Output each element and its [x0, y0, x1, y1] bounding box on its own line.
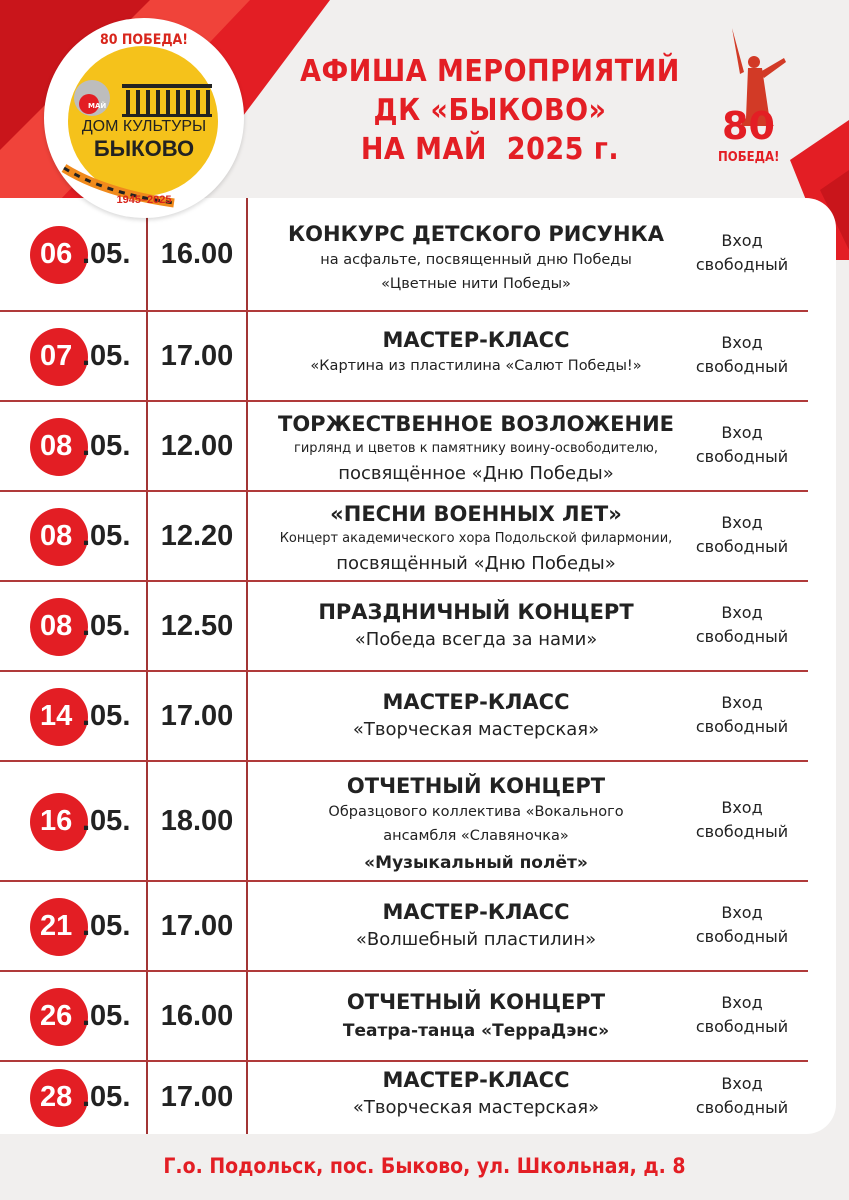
event-description: [250, 326, 702, 378]
title-line: НА МАЙ 2025 г.: [360, 132, 620, 167]
event-time: 17.00: [160, 910, 234, 942]
date-month: .05.: [82, 610, 131, 642]
logo-house-label: ДОМ КУЛЬТУРЫ: [81, 118, 207, 135]
entry-label: Вход: [721, 798, 763, 817]
date-month: .05.: [82, 340, 131, 372]
event-date: [30, 1062, 146, 1134]
event-entry: [690, 601, 794, 649]
event-title: ПРАЗДНИЧНЫЙ КОНЦЕРТ: [318, 600, 634, 624]
page-title: [300, 52, 680, 169]
date-day: 21: [40, 910, 73, 942]
event-detail-line: «Музыкальный полёт»: [364, 853, 588, 873]
event-entry: [690, 991, 794, 1039]
event-time: 12.20: [160, 520, 234, 552]
entry-label: свободный: [695, 255, 789, 274]
entry-label: свободный: [695, 717, 789, 736]
event-entry: [690, 691, 794, 739]
event-description: [250, 410, 702, 488]
event-entry: [690, 421, 794, 469]
title-line: АФИША МЕРОПРИЯТИЙ: [300, 54, 680, 89]
entry-label: Вход: [721, 231, 763, 250]
event-time: 12.50: [160, 610, 234, 642]
event-date: [30, 972, 146, 1062]
event-title: МАСТЕР-КЛАСС: [382, 1068, 570, 1092]
entry-label: свободный: [695, 1017, 789, 1036]
event-description: [250, 988, 702, 1046]
event-date: [30, 672, 146, 762]
date-month: .05.: [82, 700, 131, 732]
date-day: 07: [40, 340, 73, 372]
victory-80-emblem: [714, 22, 800, 172]
entry-label: Вход: [721, 903, 763, 922]
entry-label: свободный: [695, 927, 789, 946]
event-detail-line: «Волшебный пластилин»: [355, 929, 597, 950]
schedule-table: [0, 198, 836, 1134]
entry-label: Вход: [721, 603, 763, 622]
title-line: ДК «БЫКОВО»: [373, 93, 607, 128]
event-entry: [690, 796, 794, 844]
event-date: [30, 582, 146, 672]
entry-label: Вход: [721, 513, 763, 532]
event-detail-line: посвящённое «Дню Победы»: [338, 463, 614, 484]
date-day: 06: [40, 238, 73, 270]
dk-bykovo-logo: [44, 18, 244, 218]
event-row: [0, 1062, 808, 1134]
entry-label: свободный: [695, 1098, 789, 1117]
event-detail-line: «Творческая мастерская»: [352, 719, 600, 740]
date-month: .05.: [82, 1081, 131, 1113]
date-day: 08: [40, 610, 73, 642]
emblem-number: 80: [722, 104, 775, 148]
event-detail-line: Образцового коллектива «Вокального: [328, 804, 624, 820]
event-entry: [690, 229, 794, 277]
event-detail-line: «Творческая мастерская»: [352, 1097, 600, 1118]
event-detail-line: «Победа всегда за нами»: [354, 629, 598, 650]
event-time: 17.00: [160, 1081, 234, 1113]
event-entry: [690, 511, 794, 559]
event-row: [0, 672, 808, 762]
event-entry: [690, 901, 794, 949]
date-month: .05.: [82, 430, 131, 462]
event-description: [250, 898, 702, 954]
entry-label: свободный: [695, 627, 789, 646]
logo-victory-label: 80 ПОБЕДА!: [99, 32, 189, 48]
event-detail-line: ансамбля «Славяночка»: [383, 828, 569, 844]
emblem-label: ПОБЕДА!: [718, 150, 780, 165]
event-description: [250, 598, 702, 654]
date-month: .05.: [82, 1000, 131, 1032]
entry-label: свободный: [695, 537, 789, 556]
entry-label: свободный: [695, 447, 789, 466]
event-time: 17.00: [160, 700, 234, 732]
entry-label: свободный: [695, 357, 789, 376]
event-row: [0, 762, 808, 882]
event-detail-line: «Картина из пластилина «Салют Победы!»: [310, 358, 642, 374]
entry-label: Вход: [721, 993, 763, 1012]
event-time: 12.00: [160, 430, 234, 462]
event-detail-line: Театра-танца «ТерраДэнс»: [342, 1021, 610, 1041]
event-title: ОТЧЕТНЫЙ КОНЦЕРТ: [346, 990, 606, 1014]
event-row: [0, 582, 808, 672]
date-day: 14: [40, 700, 73, 732]
entry-label: Вход: [721, 423, 763, 442]
event-row: [0, 972, 808, 1062]
event-title: КОНКУРС ДЕТСКОГО РИСУНКА: [288, 222, 664, 246]
date-month: .05.: [82, 238, 131, 270]
event-time: 16.00: [160, 1000, 234, 1032]
event-title: МАСТЕР-КЛАСС: [382, 900, 570, 924]
event-row: [0, 312, 808, 402]
event-detail-line: гирлянд и цветов к памятнику воину-освободителю,: [294, 441, 658, 456]
logo-badge-label: МАЙ: [88, 102, 107, 110]
date-day: 28: [40, 1081, 73, 1113]
event-detail-line: Концерт академического хора Подольской филармонии,: [279, 531, 673, 546]
event-title: «ПЕСНИ ВОЕННЫХ ЛЕТ»: [330, 502, 622, 526]
event-row: [0, 882, 808, 972]
date-day: 08: [40, 520, 73, 552]
event-entry: [690, 331, 794, 379]
event-detail-line: посвящённый «Дню Победы»: [336, 553, 616, 574]
event-description: [250, 688, 702, 744]
date-month: .05.: [82, 910, 131, 942]
entry-label: Вход: [721, 333, 763, 352]
event-date: [30, 882, 146, 972]
event-title: ОТЧЕТНЫЙ КОНЦЕРТ: [346, 774, 606, 798]
entry-label: Вход: [721, 1074, 763, 1093]
logo-years-label: 1945–2025: [116, 194, 172, 206]
event-description: [250, 500, 702, 578]
event-row: [0, 402, 808, 492]
entry-label: свободный: [695, 822, 789, 841]
event-title: МАСТЕР-КЛАСС: [382, 690, 570, 714]
event-detail-line: «Цветные нити Победы»: [381, 276, 571, 292]
date-month: .05.: [82, 805, 131, 837]
event-description: [250, 220, 702, 296]
event-description: [250, 1066, 702, 1122]
event-date: [30, 492, 146, 582]
event-date: [30, 312, 146, 402]
event-time: 17.00: [160, 340, 234, 372]
event-title: ТОРЖЕСТВЕННОЕ ВОЗЛОЖЕНИЕ: [278, 412, 674, 436]
event-title: МАСТЕР-КЛАСС: [382, 328, 570, 352]
date-day: 26: [40, 1000, 73, 1032]
date-day: 16: [40, 805, 73, 837]
date-month: .05.: [82, 520, 131, 552]
date-day: 08: [40, 430, 73, 462]
event-date: [30, 762, 146, 882]
event-detail-line: на асфальте, посвященный дню Победы: [320, 252, 632, 268]
event-entry: [690, 1072, 794, 1120]
footer-address: Г.о. Подольск, пос. Быково, ул. Школьная, д. 8: [163, 1154, 686, 1178]
event-description: [250, 772, 702, 878]
event-date: [30, 402, 146, 492]
logo-name-label: БЫКОВО: [93, 136, 195, 161]
entry-label: Вход: [721, 693, 763, 712]
event-time: 18.00: [160, 805, 234, 837]
event-time: 16.00: [160, 238, 234, 270]
event-row: [0, 492, 808, 582]
